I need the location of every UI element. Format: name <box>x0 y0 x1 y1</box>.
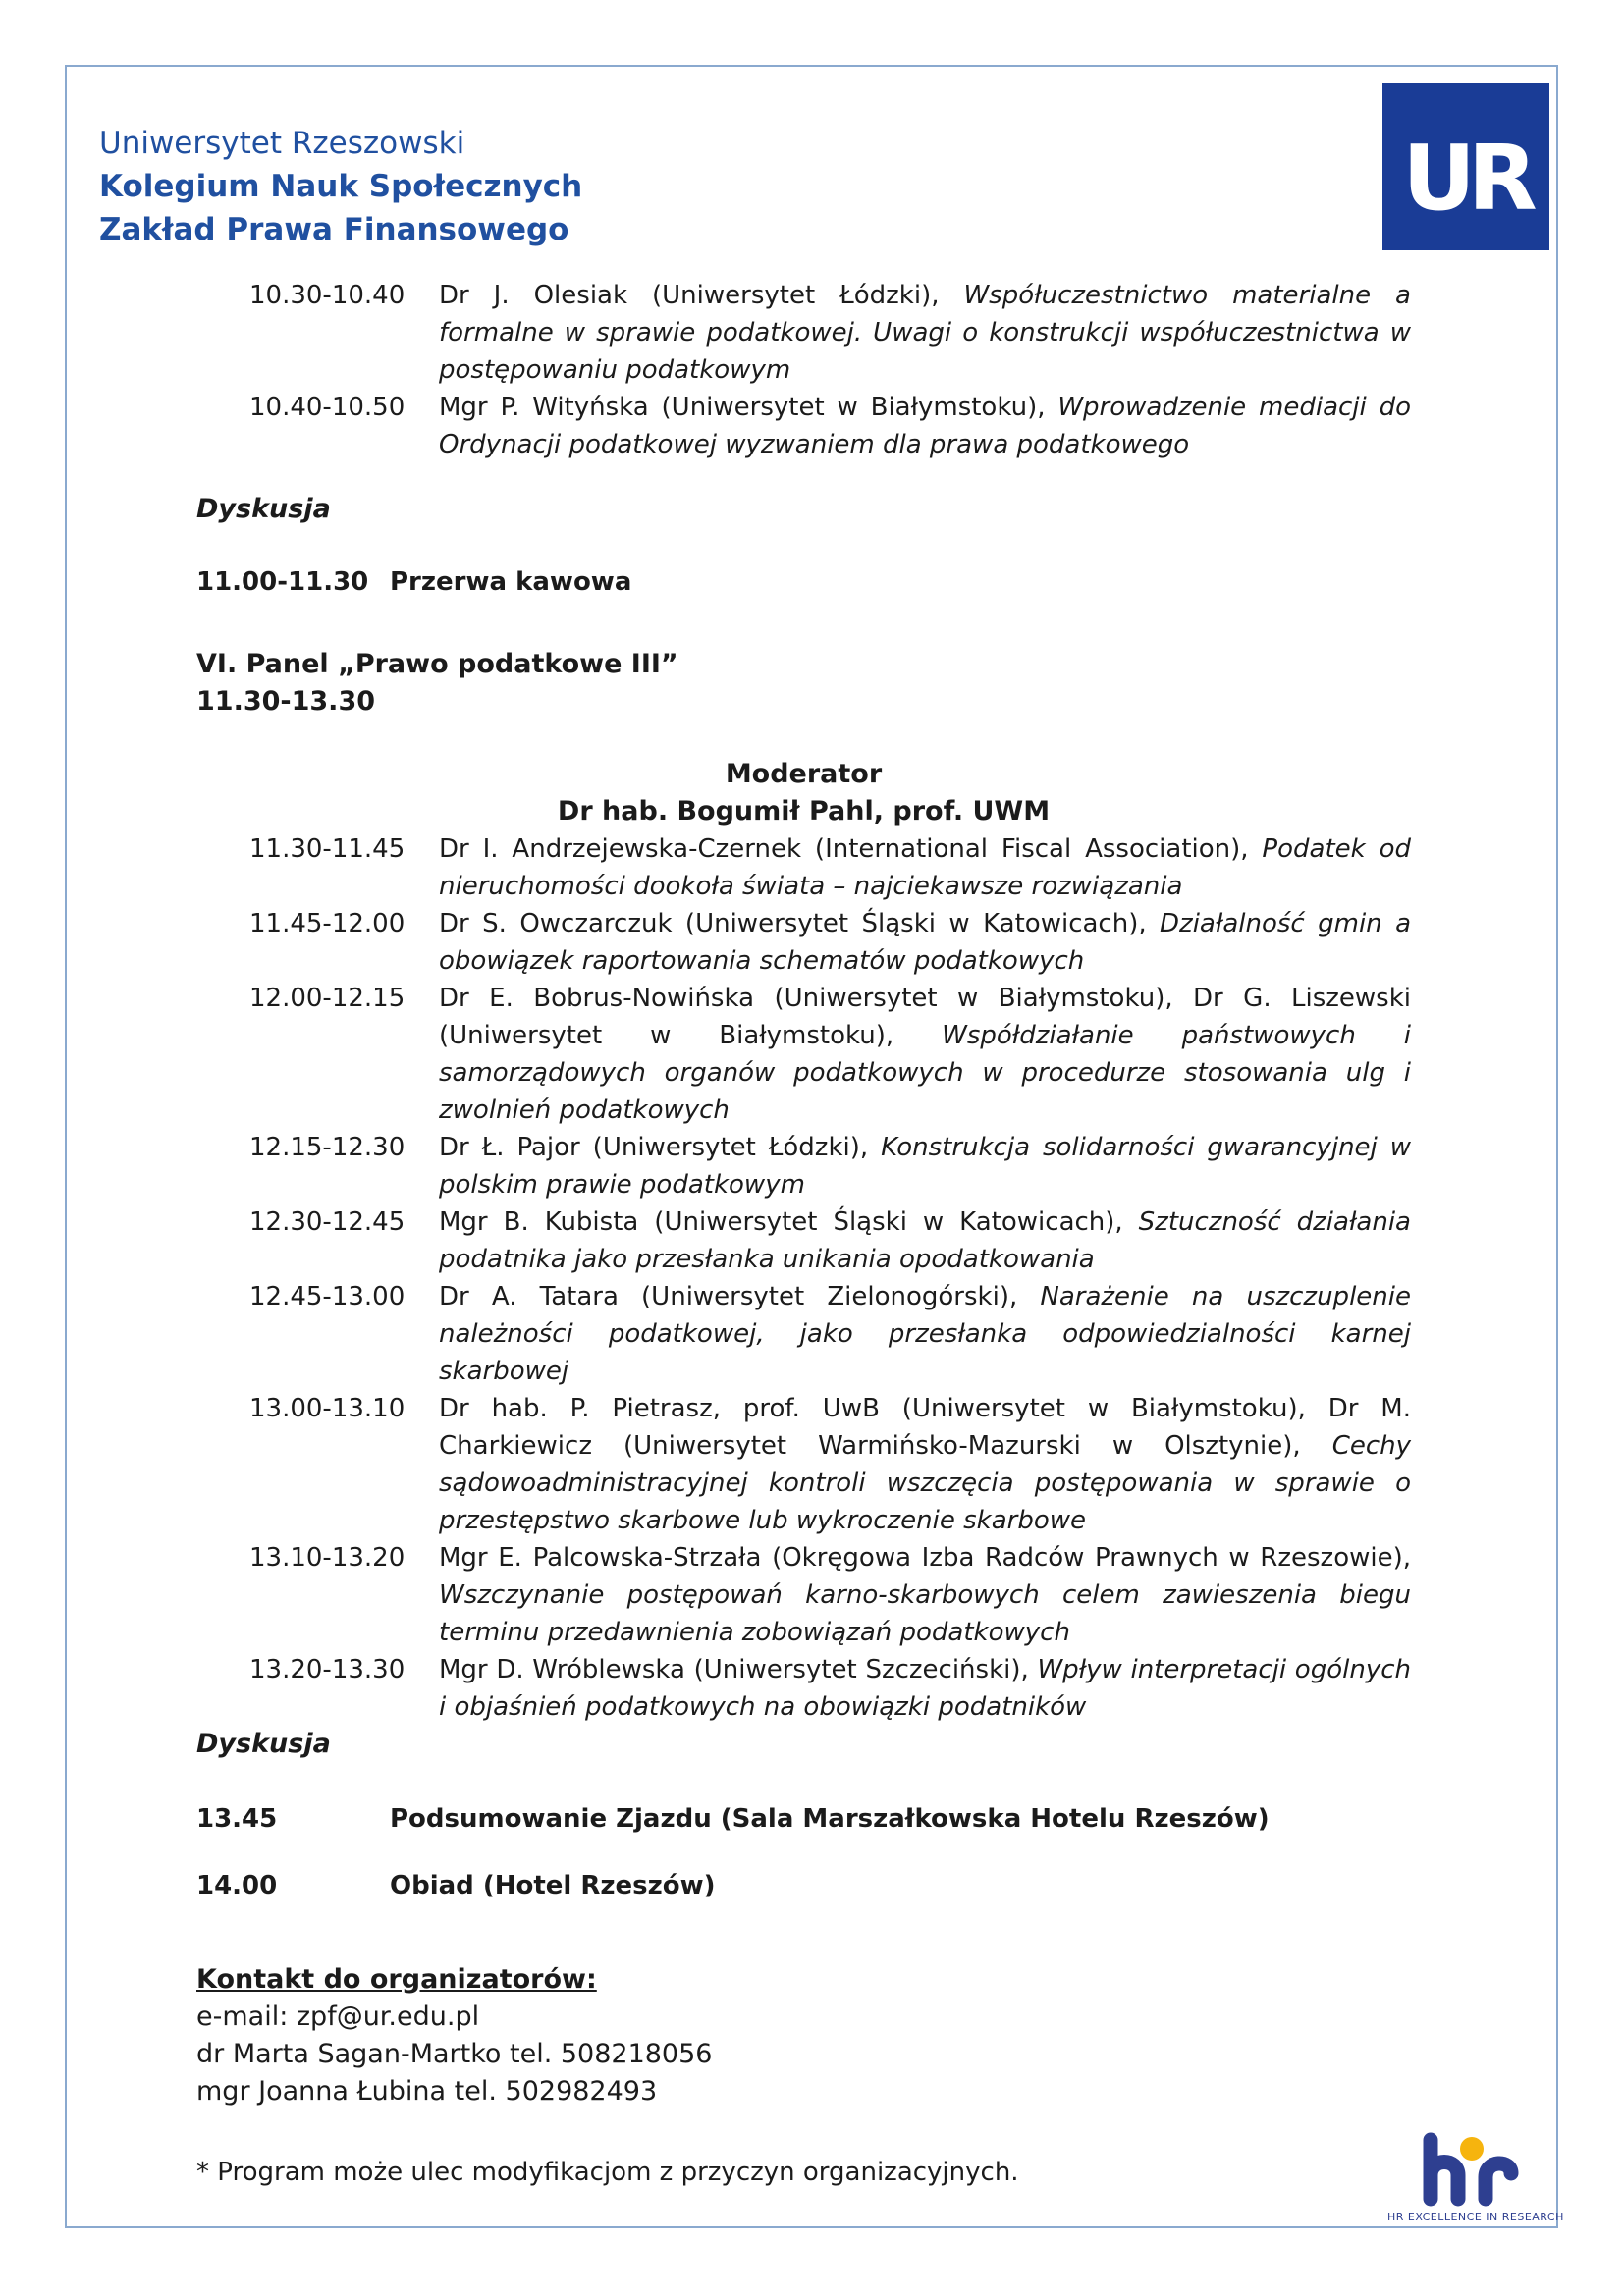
schedule-item <box>67 1539 1556 1651</box>
lunch-time: 14.00 <box>196 1871 278 1900</box>
item-time: 11.45-12.00 <box>249 909 406 938</box>
summary-label: Podsumowanie Zjazdu (Sala Marszałkowska Hotelu Rzeszów) <box>390 1804 1270 1834</box>
item-description <box>439 1129 1411 1203</box>
contact-heading: Kontakt do organizatorów: <box>196 1964 597 1995</box>
item-time: 10.40-10.50 <box>249 393 406 422</box>
item-time: 12.30-12.45 <box>249 1207 406 1237</box>
item-description <box>439 980 1411 1129</box>
discussion-heading: Dyskusja <box>196 494 331 524</box>
program-footnote: * Program może ulec modyfikacjom z przyczyn organizacyjnych. <box>196 2158 1019 2187</box>
item-title: Podatek od nieruchomości dookoła świata – najciekawsze rozwiązania <box>439 834 1411 901</box>
contact-phone-1: dr Marta Sagan-Martko tel. 508218056 <box>196 2039 713 2069</box>
item-speaker: Mgr D. Wróblewska (Uniwersytet Szczeciński), <box>439 1655 1038 1684</box>
item-title: Wprowadzenie mediacji do Ordynacji podatkowej wyzwaniem dla prawa podatkowego <box>439 393 1411 459</box>
moderator-name: Dr hab. Bogumił Pahl, prof. UWM <box>557 796 1051 827</box>
discussion-heading: Dyskusja <box>196 1729 331 1759</box>
item-speaker: Dr I. Andrzejewska-Czernek (International Fiscal Association), <box>439 834 1263 864</box>
item-title: Sztuczność działania podatnika jako przesłanka unikania opodatkowania <box>439 1207 1411 1274</box>
item-title: Wszczynanie postępowań karno-skarbowych celem zawieszenia biegu terminu przedawnienia zobowiązań podatkowych <box>439 1580 1411 1647</box>
contact-email: e-mail: zpf@ur.edu.pl <box>196 2002 480 2032</box>
org-college: Kolegium Nauk Społecznych <box>99 169 583 204</box>
item-title: Konstrukcja solidarności gwarancyjnej w polskim prawie podatkowym <box>439 1133 1411 1200</box>
item-time: 13.20-13.30 <box>249 1655 406 1684</box>
lunch-row <box>67 1867 1556 1904</box>
hr-excellence-badge <box>1387 2132 1564 2223</box>
item-description <box>439 1539 1411 1651</box>
schedule-item <box>67 830 1556 905</box>
item-description <box>439 1203 1411 1278</box>
schedule-item <box>67 905 1556 980</box>
item-description <box>439 277 1411 389</box>
item-speaker: Dr S. Owczarczuk (Uniwersytet Śląski w Katowicach), <box>439 909 1161 938</box>
schedule-part-2 <box>67 830 1556 1726</box>
moderator-heading: Moderator <box>725 759 883 789</box>
item-title: Współdziałanie państwowych i samorządowych organów podatkowych w procedurze stosowania ulg i zwolnień podatkowych <box>439 1021 1411 1125</box>
lunch-label: Obiad (Hotel Rzeszów) <box>390 1871 716 1900</box>
item-title: Cechy sądowoadministracyjnej kontroli wszczęcia postępowania w sprawie o przestępstwo skarbowe lub wykroczenie skarbowe <box>439 1431 1411 1535</box>
panel-title: VI. Panel „Prawo podatkowe III” <box>196 649 678 679</box>
schedule-item <box>67 277 1556 389</box>
hr-excellence-icon <box>1419 2132 1521 2209</box>
item-speaker: Mgr B. Kubista (Uniwersytet Śląski w Katowicach), <box>439 1207 1139 1237</box>
header-org-block <box>99 122 1556 251</box>
item-title: Wpływ interpretacji ogólnych i objaśnień podatkowych na obowiązki podatników <box>439 1655 1411 1722</box>
item-speaker: Mgr E. Palcowska-Strzała (Okręgowa Izba Radców Prawnych w Rzeszowie), <box>439 1543 1411 1573</box>
item-time: 12.45-13.00 <box>249 1282 406 1311</box>
item-speaker: Dr E. Bobrus-Nowińska (Uniwersytet w Białymstoku), Dr G. Liszewski (Uniwersytet w Białymstoku), <box>439 984 1411 1050</box>
schedule-item <box>67 1390 1556 1539</box>
contact-phone-2: mgr Joanna Łubina tel. 502982493 <box>196 2076 658 2107</box>
item-title: Współuczestnictwo materialne a formalne w sprawie podatkowej. Uwagi o konstrukcji współuczestnictwa w postępowaniu podatkowym <box>439 281 1411 385</box>
item-speaker: Dr J. Olesiak (Uniwersytet Łódzki), <box>439 281 964 310</box>
item-time: 13.00-13.10 <box>249 1394 406 1423</box>
university-logo-icon <box>1382 83 1549 250</box>
item-description <box>439 1390 1411 1539</box>
item-time: 12.00-12.15 <box>249 984 406 1013</box>
schedule-item <box>67 1278 1556 1390</box>
schedule-item <box>67 1651 1556 1726</box>
item-speaker: Mgr P. Wityńska (Uniwersytet w Białymstoku), <box>439 393 1058 422</box>
summary-time: 13.45 <box>196 1804 278 1834</box>
org-name: Uniwersytet Rzeszowski <box>99 126 465 161</box>
contact-block <box>196 1961 1556 2110</box>
break-time: 11.00-11.30 <box>196 567 369 597</box>
item-time: 12.15-12.30 <box>249 1133 406 1162</box>
coffee-break-row <box>67 563 1556 601</box>
schedule-item <box>67 980 1556 1129</box>
item-speaker: Dr A. Tatara (Uniwersytet Zielonogórski), <box>439 1282 1041 1311</box>
summary-row <box>67 1800 1556 1838</box>
schedule-item <box>67 1203 1556 1278</box>
item-title: Narażenie na uszczuplenie należności podatkowej, jako przesłanka odpowiedzialności karnej skarbowej <box>439 1282 1411 1386</box>
item-description <box>439 389 1411 463</box>
item-time: 10.30-10.40 <box>249 281 406 310</box>
item-description <box>439 1278 1411 1390</box>
item-title: Działalność gmin a obowiązek raportowania schematów podatkowych <box>439 909 1412 976</box>
item-description <box>439 1651 1411 1726</box>
item-time: 11.30-11.45 <box>249 834 406 864</box>
schedule-item <box>67 389 1556 463</box>
item-speaker: Dr Ł. Pajor (Uniwersytet Łódzki), <box>439 1133 882 1162</box>
item-speaker: Dr hab. P. Pietrasz, prof. UwB (Uniwersytet w Białymstoku), Dr M. Charkiewicz (Uniwersytet Warmińsko-Mazurski w Olsztynie), <box>439 1394 1411 1461</box>
hr-excellence-caption: HR EXCELLENCE IN RESEARCH <box>1387 2211 1564 2223</box>
item-description <box>439 830 1411 905</box>
svg-text:UR: UR <box>1402 126 1530 231</box>
page-border <box>65 65 1564 2228</box>
panel-time: 11.30-13.30 <box>196 686 376 717</box>
item-description <box>439 905 1411 980</box>
break-label: Przerwa kawowa <box>390 567 632 597</box>
schedule-part-1 <box>67 277 1556 463</box>
schedule-item <box>67 1129 1556 1203</box>
org-department: Zakład Prawa Finansowego <box>99 212 569 247</box>
item-time: 13.10-13.20 <box>249 1543 406 1573</box>
